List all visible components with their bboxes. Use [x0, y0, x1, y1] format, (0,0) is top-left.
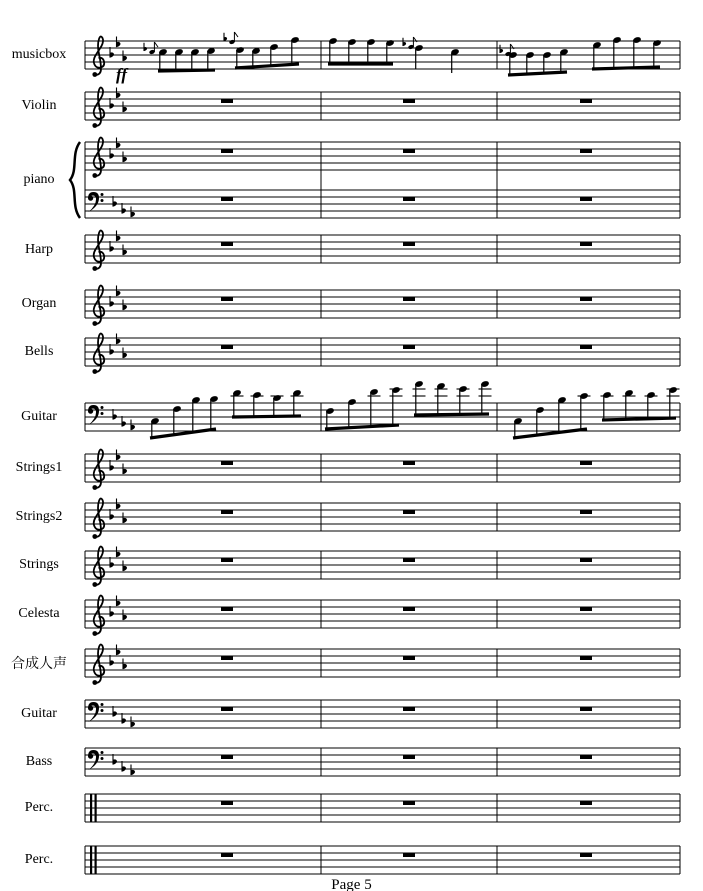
whole-rest: [221, 297, 233, 301]
staff-label-13: Bass: [25, 754, 53, 769]
bass-clef-icon: [88, 750, 99, 770]
whole-rest: [403, 510, 415, 514]
whole-rest: [221, 558, 233, 562]
whole-rest: [403, 242, 415, 246]
whole-rest: [403, 149, 415, 153]
whole-rest: [221, 99, 233, 103]
whole-rest: [580, 656, 592, 660]
staff-organ: [85, 285, 680, 325]
beam: [150, 429, 216, 438]
whole-rest: [403, 755, 415, 759]
beam: [414, 414, 489, 415]
whole-rest: [221, 853, 233, 857]
whole-rest: [221, 461, 233, 465]
whole-rest: [580, 149, 592, 153]
beam: [602, 418, 676, 420]
beam: [232, 416, 301, 417]
staff-label-15: Perc.: [24, 852, 54, 867]
staff-label-3: Harp: [25, 242, 53, 257]
staff-label-0: musicbox: [11, 47, 67, 62]
whole-rest: [403, 345, 415, 349]
grace-flag: [234, 32, 238, 37]
whole-rest: [403, 461, 415, 465]
staff-strings2: [85, 498, 680, 538]
whole-rest: [580, 461, 592, 465]
whole-rest: [221, 755, 233, 759]
staff-perc-2: [85, 846, 680, 874]
whole-rest: [403, 853, 415, 857]
whole-rest: [403, 607, 415, 611]
beam: [158, 70, 215, 71]
staff-synth-voice: [85, 644, 680, 684]
whole-rest: [403, 297, 415, 301]
whole-rest: [580, 801, 592, 805]
whole-rest: [580, 558, 592, 562]
whole-rest: [580, 99, 592, 103]
whole-rest: [221, 607, 233, 611]
whole-rest: [580, 345, 592, 349]
whole-rest: [403, 99, 415, 103]
beam: [235, 64, 299, 68]
perc-clef-icon: [90, 846, 92, 874]
whole-rest: [403, 558, 415, 562]
bass-clef-icon: [88, 405, 99, 425]
dynamic-marking: ff: [116, 65, 128, 84]
whole-rest: [580, 242, 592, 246]
staff-label-4: Organ: [21, 296, 57, 311]
whole-rest: [221, 801, 233, 805]
staff-strings: [85, 546, 680, 586]
staff-harp: [85, 230, 680, 270]
staff-celesta: [85, 595, 680, 635]
guitar-notes[interactable]: [150, 380, 680, 438]
staff-label-2: piano: [23, 172, 55, 187]
beam: [508, 72, 567, 75]
bass-clef-icon: [88, 702, 99, 722]
beam: [325, 425, 399, 429]
whole-rest: [580, 510, 592, 514]
staff-bass: [85, 748, 680, 776]
whole-rest: [221, 656, 233, 660]
staff-label-7: Strings1: [15, 460, 63, 475]
staff-label-10: Celesta: [18, 606, 60, 621]
staff-piano-lh: [85, 190, 680, 218]
staff-violin: [85, 87, 680, 127]
whole-rest: [221, 242, 233, 246]
whole-rest: [403, 801, 415, 805]
whole-rest: [221, 707, 233, 711]
staff-label-14: Perc.: [24, 800, 54, 815]
grace-flag: [154, 42, 158, 47]
staff-label-12: Guitar: [21, 706, 57, 721]
staff-label-9: Strings: [19, 557, 59, 572]
whole-rest: [403, 707, 415, 711]
whole-rest: [221, 149, 233, 153]
whole-rest: [403, 656, 415, 660]
staff-label-8: Strings2: [15, 509, 63, 524]
page-footer: Page 5: [331, 877, 372, 891]
staff-strings1: [85, 449, 680, 489]
staff-label-6: Guitar: [21, 409, 57, 424]
staff-guitar-2: [85, 700, 680, 728]
staff-piano-rh: [70, 137, 680, 218]
whole-rest: [403, 197, 415, 201]
staff-label-1: Violin: [21, 98, 57, 113]
whole-rest: [221, 197, 233, 201]
whole-rest: [221, 345, 233, 349]
staff-label-5: Bells: [24, 344, 54, 359]
perc-clef-icon: [90, 794, 92, 822]
staff-label-11: 合成人声: [11, 657, 67, 672]
bass-clef-icon: [88, 192, 99, 212]
whole-rest: [580, 297, 592, 301]
beam: [592, 67, 660, 69]
staff-perc-1: [85, 794, 680, 822]
whole-rest: [580, 197, 592, 201]
whole-rest: [580, 755, 592, 759]
piano-brace: [70, 142, 80, 218]
whole-rest: [221, 510, 233, 514]
whole-rest: [580, 707, 592, 711]
whole-rest: [580, 853, 592, 857]
whole-rest: [580, 607, 592, 611]
staff-bells: [85, 333, 680, 373]
beam: [513, 429, 587, 438]
